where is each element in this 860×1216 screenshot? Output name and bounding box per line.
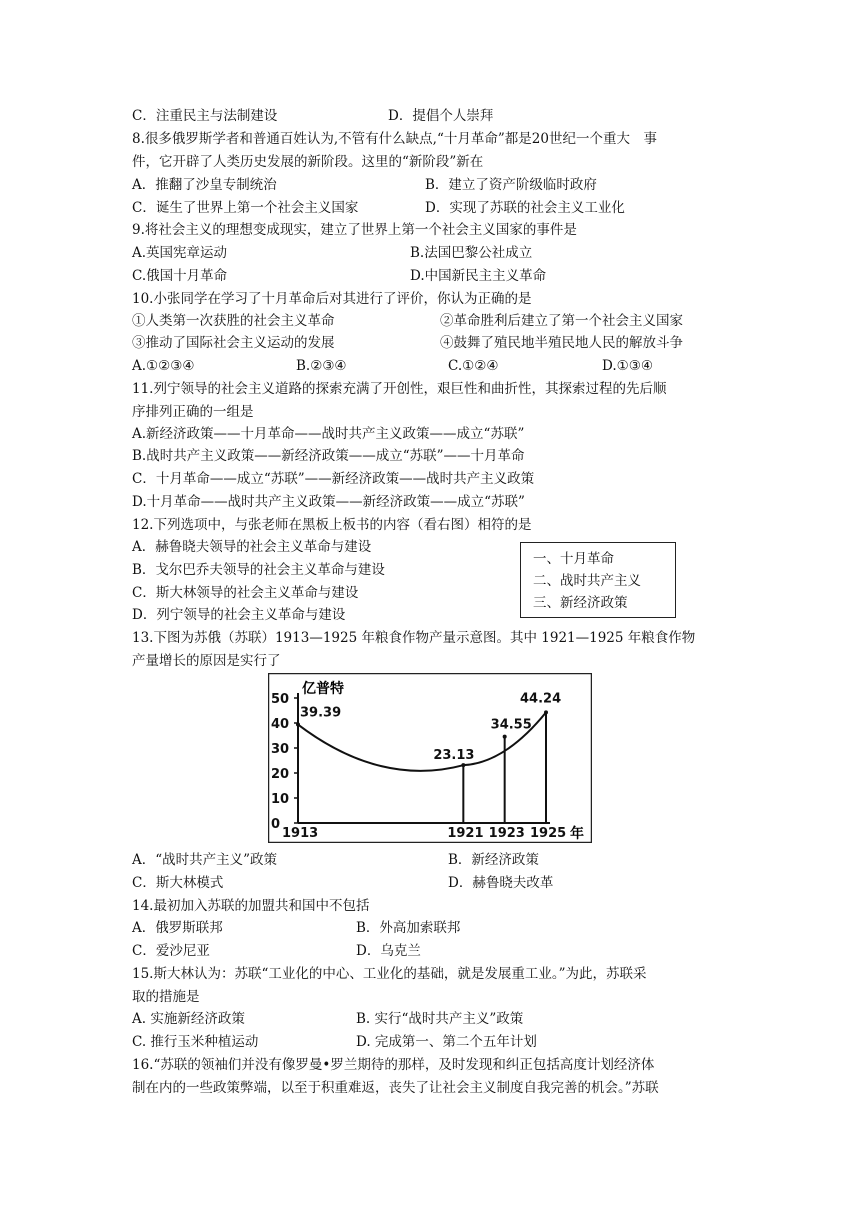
q10-item-3: ③推动了国际社会主义运动的发展	[132, 335, 335, 351]
q10-stem: 10.小张同学在学习了十月革命后对其进行了评价，你认为正确的是	[132, 291, 532, 307]
data-label-1923: 34.55	[490, 717, 532, 733]
y-tick-label-5: 50	[271, 692, 290, 707]
data-point-1913	[296, 723, 300, 727]
data-point-1925	[544, 710, 548, 714]
q9-option-b: B.法国巴黎公社成立	[410, 245, 533, 261]
y-tick-label-1: 10	[271, 792, 290, 807]
q10-option-c: C.①②④	[448, 358, 499, 374]
grain-output-chart	[268, 673, 592, 847]
grain-output-chart-svg	[268, 673, 592, 843]
q14-option-a: A．俄罗斯联邦	[132, 920, 223, 936]
q10-item-2: ②革命胜利后建立了第一个社会主义国家	[440, 313, 683, 329]
y-tick-label-4: 40	[271, 717, 290, 732]
data-label-1921: 23.13	[433, 748, 475, 764]
x-tick-label-1: 1921	[447, 826, 484, 841]
q9-option-c: C.俄国十月革命	[132, 268, 228, 284]
q9-stem: 9.将社会主义的理想变成现实，建立了世界上第一个社会主义国家的事件是	[132, 222, 577, 238]
data-point-1921	[461, 763, 465, 767]
q13-option-b: B．新经济政策	[448, 852, 539, 868]
x-tick-label-3: 1925	[530, 826, 567, 841]
q7-option-d: D．提倡个人崇拜	[388, 108, 494, 124]
q9-option-a: A.英国宪章运动	[132, 245, 228, 261]
x-tick-label-2: 1923	[488, 826, 525, 841]
q10-option-a: A.①②③④	[132, 358, 195, 374]
q15-stem-1: 15.斯大林认为：苏联“工业化的中心、工业化的基础，就是发展重工业。”为此，苏联采	[132, 966, 647, 982]
q11-stem-1: 11.列宁领导的社会主义道路的探索充满了开创性，艰巨性和曲折性，其探索过程的先后顺	[132, 381, 667, 397]
q10-option-b: B.②③④	[296, 358, 347, 374]
q11-option-b: B.战时共产主义政策——新经济政策——成立“苏联”——十月革命	[132, 448, 525, 464]
q8-stem-2: 件，它开辟了人类历史发展的新阶段。这里的“新阶段”新在	[132, 154, 484, 170]
q10-item-4: ④鼓舞了殖民地半殖民地人民的解放斗争	[440, 335, 683, 351]
q8-option-b: B．建立了资产阶级临时政府	[425, 177, 597, 193]
q14-option-d: D．乌克兰	[356, 943, 421, 959]
q12-stem: 12.下列选项中，与张老师在黑板上板书的内容（看右图）相符的是	[132, 517, 532, 533]
q13-option-d: D．赫鲁晓夫改革	[448, 875, 554, 891]
data-point-1923	[503, 735, 507, 739]
q8-option-d: D．实现了苏联的社会主义工业化	[425, 200, 625, 216]
q11-option-c: C．十月革命——成立“苏联”——新经济政策——战时共产主义政策	[132, 471, 535, 487]
board-item-2: 二、战时共产主义	[533, 573, 641, 589]
y-tick-label-3: 30	[271, 742, 290, 757]
blackboard-box	[520, 542, 676, 618]
data-label-1925: 44.24	[520, 691, 562, 707]
q8-stem-1: 8.很多俄罗斯学者和普通百姓认为,不管有什么缺点,“十月革命”都是20世纪一个重大 事	[132, 131, 657, 147]
q9-option-d: D.中国新民主主义革命	[410, 268, 547, 284]
q15-option-c: C. 推行玉米种植运动	[132, 1034, 259, 1050]
q16-stem-1: 16.“苏联的领袖们并没有像罗曼•罗兰期待的那样，及时发现和纠正包括高度计划经济体	[132, 1057, 655, 1073]
data-label-1913: 39.39	[300, 705, 342, 721]
q12-option-d: D．列宁领导的社会主义革命与建设	[132, 607, 346, 623]
q12-option-b: B．戈尔巴乔夫领导的社会主义革命与建设	[132, 562, 385, 578]
q7-option-c: C．注重民主与法制建设	[132, 108, 278, 124]
q12-option-a: A．赫鲁晓夫领导的社会主义革命与建设	[132, 539, 372, 555]
q15-stem-2: 取的措施是	[132, 989, 200, 1005]
q8-option-c: C．诞生了世界上第一个社会主义国家	[132, 200, 359, 216]
q15-option-a: A. 实施新经济政策	[132, 1011, 245, 1027]
board-item-3: 三、新经济政策	[533, 595, 628, 611]
q12-option-c: C．斯大林领导的社会主义革命与建设	[132, 585, 359, 601]
q10-item-1: ①人类第一次获胜的社会主义革命	[132, 313, 335, 329]
q15-option-b: B. 实行“战时共产主义”政策	[356, 1011, 524, 1027]
x-axis-label: 年	[570, 826, 584, 842]
q10-option-d: D.①③④	[602, 358, 653, 374]
q13-option-c: C．斯大林模式	[132, 875, 224, 891]
q14-option-c: C．爱沙尼亚	[132, 943, 210, 959]
q14-option-b: B．外高加索联邦	[356, 920, 461, 936]
q14-stem: 14.最初加入苏联的加盟共和国中不包括	[132, 898, 370, 914]
q11-stem-2: 序排列正确的一组是	[132, 404, 254, 420]
q15-option-d: D. 完成第一、第二个五年计划	[356, 1034, 537, 1050]
board-item-1: 一、十月革命	[533, 551, 614, 567]
q13-option-a: A．“战时共产主义”政策	[132, 852, 278, 868]
y-tick-label-2: 20	[271, 767, 290, 782]
y-tick-label-0: 0	[271, 817, 281, 832]
y-axis-label: 亿普特	[302, 681, 344, 697]
q8-option-a: A．推翻了沙皇专制统治	[132, 177, 277, 193]
q16-stem-2: 制在内的一些政策弊端，以至于积重难返，丧失了让社会主义制度自我完善的机会。”苏联	[132, 1080, 659, 1096]
x-tick-label-0: 1913	[282, 826, 319, 841]
q11-option-d: D.十月革命——战时共产主义政策——新经济政策——成立“苏联”	[132, 494, 525, 510]
q11-option-a: A.新经济政策——十月革命——战时共产主义政策——成立“苏联”	[132, 426, 525, 442]
q13-stem-1: 13.下图为苏俄（苏联）1913—1925 年粮食作物产量示意图。其中 1921—1925 年粮食作物	[132, 630, 696, 646]
q13-stem-2: 产量增长的原因是实行了	[132, 653, 281, 669]
